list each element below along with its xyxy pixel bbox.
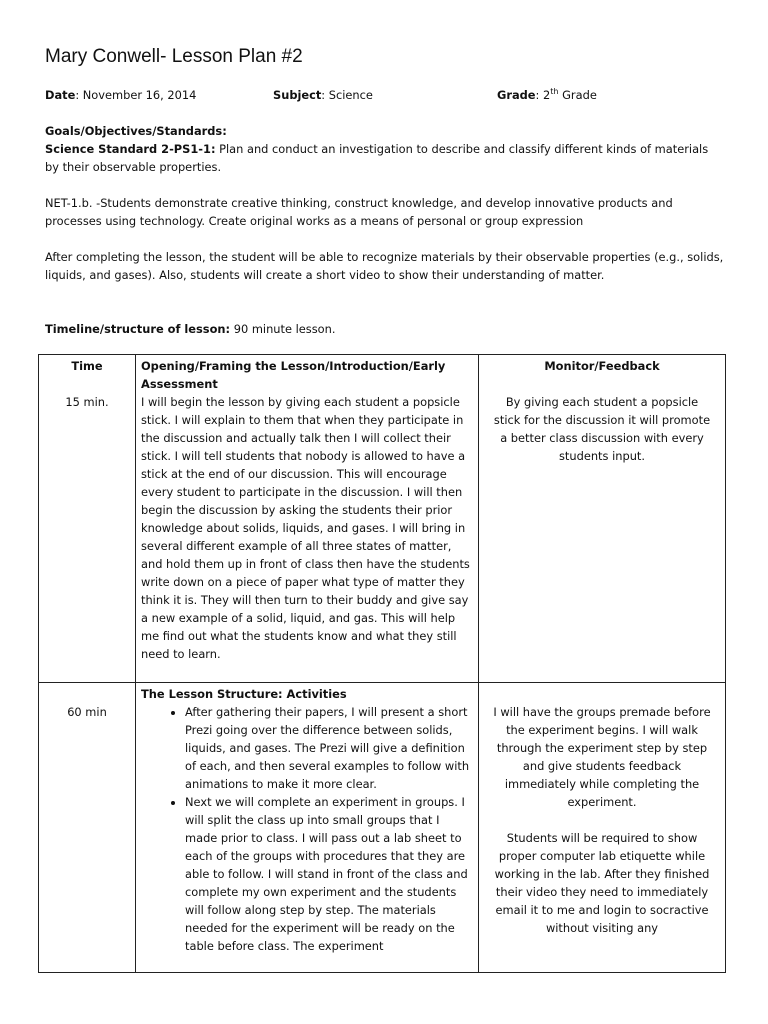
objective-paragraph: After completing the lesson, the student will be able to recognize materials by their observable properties (e.g., solids, liquids, and gases). Also, students will create a short video to show their understanding of matter. (45, 250, 724, 282)
timeline-value: 90 minute lesson. (230, 322, 336, 336)
lesson-table (38, 354, 726, 973)
grade-unit: Grade (558, 88, 597, 102)
date-label: Date (45, 88, 76, 102)
time-cell (39, 355, 136, 683)
grade-field (497, 86, 597, 104)
goals-heading: Goals/Objectives/Standards: (45, 124, 227, 138)
goals-section (45, 122, 725, 176)
standard-text: Plan and conduct an investigation to describe and classify different kinds of materials by their observable properties. (45, 142, 709, 174)
opening-header: Opening/Framing the Lesson/Introduction/Early Assessment (141, 359, 446, 391)
net-standard-paragraph: NET-1.b. -Students demonstrate creative thinking, construct knowledge, and develop innovative products and processes using technology. Create original works as a means of personal or group expression (45, 196, 673, 228)
grade-value: : 2 (535, 88, 551, 102)
row2-time: 60 min (67, 705, 107, 719)
subject-field (273, 86, 373, 104)
timeline-line (45, 320, 725, 338)
standard-label: Science Standard 2-PS1-1: (45, 142, 216, 156)
activities-cell (136, 683, 479, 973)
date-value: : November 16, 2014 (75, 88, 197, 102)
row2-monitor-p1: I will have the groups premade before the experiment begins. I will walk through the experiment step by step and give students feedback immediately while completing the experiment. (493, 705, 711, 809)
standard-paragraph (45, 140, 725, 176)
list-item: • After gathering their papers, I will present a short Prezi going over the difference between solids, liquids, and gases. The Prezi will give a definition of each, and then several examples to follow with animations to make it more clear. (185, 703, 473, 793)
monitor-header: Monitor/Feedback (544, 359, 660, 373)
opening-cell (136, 355, 479, 683)
grade-label: Grade (497, 88, 536, 102)
subject-label: Subject (273, 88, 322, 102)
row1-monitor: By giving each student a popsicle stick for the discussion it will promote a better class discussion with every students input. (493, 395, 711, 463)
table-row (39, 355, 726, 683)
monitor-cell (479, 355, 726, 683)
subject-value: : Science (321, 88, 373, 102)
row1-time: 15 min. (65, 395, 109, 409)
activities-header: The Lesson Structure: Activities (141, 687, 347, 701)
table-row (39, 683, 726, 973)
opening-text: I will begin the lesson by giving each student a popsicle stick. I will explain to them that when they participate in the discussion and actually talk then I will collect their stick. I will tell students that nobody is allowed to have a stick at the end of our discussion. This will encourage every student to participate in the discussion. I will then begin the discussion by asking the students their prior knowledge about solids, liquids, and gases. I will bring in several different example of all three states of matter, and hold them up in front of class then have the students write down on a piece of paper what type of matter they think it is. They will then turn to their buddy and give say a new example of a solid, liquid, and gas. This will help me find out what the students know and what they still need to learn. (141, 395, 470, 661)
monitor-cell (479, 683, 726, 973)
list-item: • Next we will complete an experiment in groups. I will split the class up into small groups that I made prior to class. I will pass out a lab sheet to each of the groups with procedures that they are able to follow. I will stand in front of the class and complete my own experiment and the students will follow along step by step. The materials needed for the experiment will be ready on the table before class. The experiment (185, 793, 473, 955)
time-header: Time (71, 359, 103, 373)
date-field (45, 86, 196, 104)
document-title: Mary Conwell- Lesson Plan #2 (45, 46, 303, 67)
timeline-label: Timeline/structure of lesson: (45, 322, 231, 336)
row2-monitor-p2: Students will be required to show proper computer lab etiquette while working in the lab. After they finished their video they need to immediately email it to me and login to socractive without visiting any (494, 831, 710, 935)
time-cell (39, 683, 136, 973)
grade-suffix: th (550, 87, 559, 97)
